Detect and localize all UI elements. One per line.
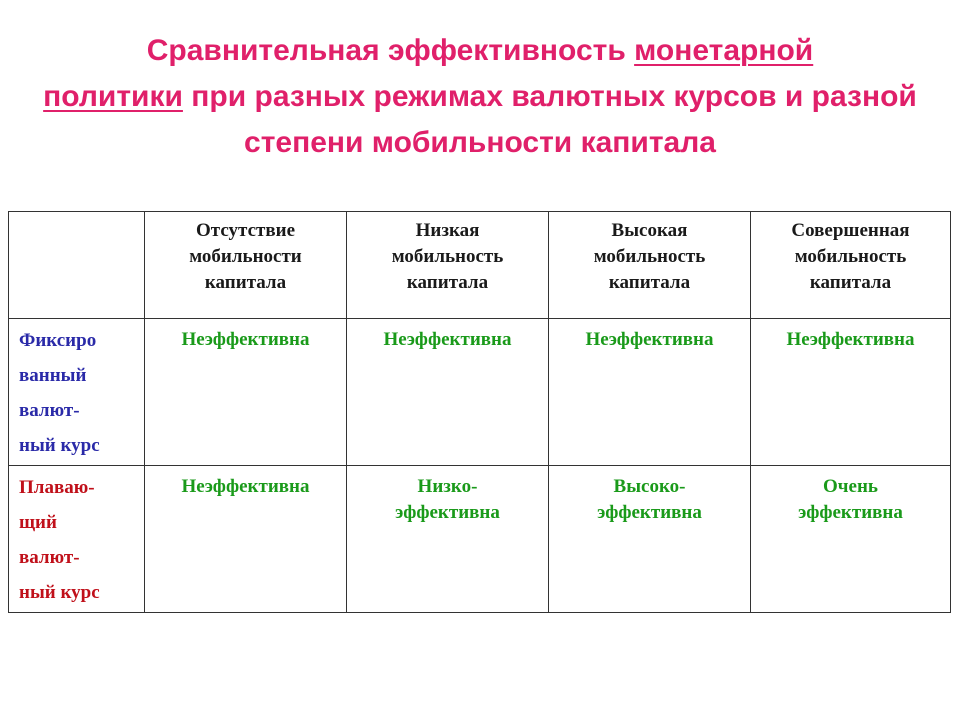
- table-cell: Неэффективна: [549, 319, 751, 466]
- row-header-fixed-rate: Фиксиро ванный валют- ный курс: [9, 319, 145, 466]
- title-part-2: при разных режимах валютных курсов и разной степени мобильности капитала: [182, 80, 917, 159]
- column-header-perfect-mobility: Совершенная мобильность капитала: [751, 212, 951, 319]
- table-cell: Неэффективна: [145, 319, 347, 466]
- table-cell: Неэффективна: [145, 466, 347, 613]
- column-header-low-mobility: Низкая мобильность капитала: [347, 212, 549, 319]
- column-header-no-mobility: Отсутствие мобильности капитала: [145, 212, 347, 319]
- table-cell: Неэффективна: [347, 319, 549, 466]
- table-cell: Высоко- эффективна: [549, 466, 751, 613]
- title-part-1: Сравнительная эффективность: [146, 34, 635, 67]
- table-cell: Низко- эффективна: [347, 466, 549, 613]
- table-row-fixed-rate: [9, 319, 951, 466]
- comparison-table: [8, 211, 951, 613]
- title-underlined-1: монетарной: [634, 34, 814, 67]
- column-header-high-mobility: Высокая мобильность капитала: [549, 212, 751, 319]
- table-corner-cell: [9, 212, 145, 319]
- page-title: [30, 28, 930, 166]
- table-cell: Неэффективна: [751, 319, 951, 466]
- row-header-floating-rate: Плаваю- щий валют- ный курс: [9, 466, 145, 613]
- table-header-row: [9, 212, 951, 319]
- table-row-floating-rate: [9, 466, 951, 613]
- title-underlined-2: политики: [43, 80, 183, 113]
- table-cell: Очень эффективна: [751, 466, 951, 613]
